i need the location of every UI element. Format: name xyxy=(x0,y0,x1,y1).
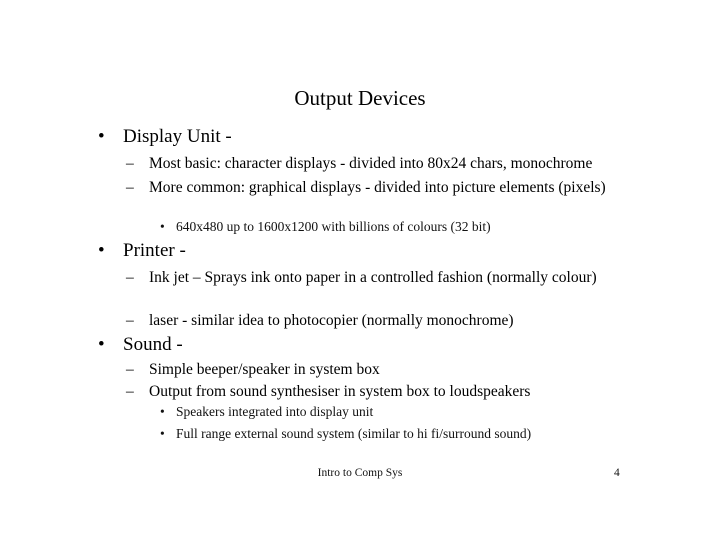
section-heading-sound: Sound - xyxy=(123,334,183,355)
slide-title: Output Devices xyxy=(294,86,426,110)
item-text: Ink jet – Sprays ink onto paper in a controlled fashion (normally colour) xyxy=(149,269,597,286)
item-text: Simple beeper/speaker in system box xyxy=(149,361,380,378)
bullet-marker: • xyxy=(98,240,105,261)
dash-marker: – xyxy=(126,155,134,172)
bullet-marker: • xyxy=(160,219,165,234)
footer-page-number: 4 xyxy=(614,467,620,479)
dash-marker: – xyxy=(126,179,134,196)
item-text: Full range external sound system (similar to hi fi/surround sound) xyxy=(176,426,532,441)
dash-marker: – xyxy=(126,361,134,378)
subbullet-ink-jet xyxy=(126,267,646,288)
item-text: laser - similar idea to photocopier (normally monochrome) xyxy=(149,312,514,329)
bullet-marker: • xyxy=(98,126,105,147)
subbullet-laser xyxy=(126,310,646,331)
item-text: Output from sound synthesiser in system box to loudspeakers xyxy=(149,383,531,400)
subbullet-graphical-displays xyxy=(126,177,646,198)
bullet-marker: • xyxy=(160,426,165,441)
section-heading-printer: Printer - xyxy=(123,240,186,261)
item-text: More common: graphical displays - divided into picture elements (pixels) xyxy=(149,179,606,196)
dash-marker: – xyxy=(126,312,134,329)
item-text: Most basic: character displays - divided into 80x24 chars, monochrome xyxy=(149,155,593,172)
dash-marker: – xyxy=(126,383,134,400)
bullet-marker: • xyxy=(98,334,105,355)
subbullet-sound-synthesiser xyxy=(126,381,646,402)
subbullet-character-displays xyxy=(126,153,646,174)
section-heading-display-unit: Display Unit - xyxy=(123,126,232,147)
bullet-marker: • xyxy=(160,404,165,419)
subbullet-simple-beeper xyxy=(126,359,646,380)
footer-course-name: Intro to Comp Sys xyxy=(317,467,403,479)
item-text: Speakers integrated into display unit xyxy=(176,404,374,419)
dash-marker: – xyxy=(126,269,134,286)
item-text: 640x480 up to 1600x1200 with billions of colours (32 bit) xyxy=(176,219,491,234)
